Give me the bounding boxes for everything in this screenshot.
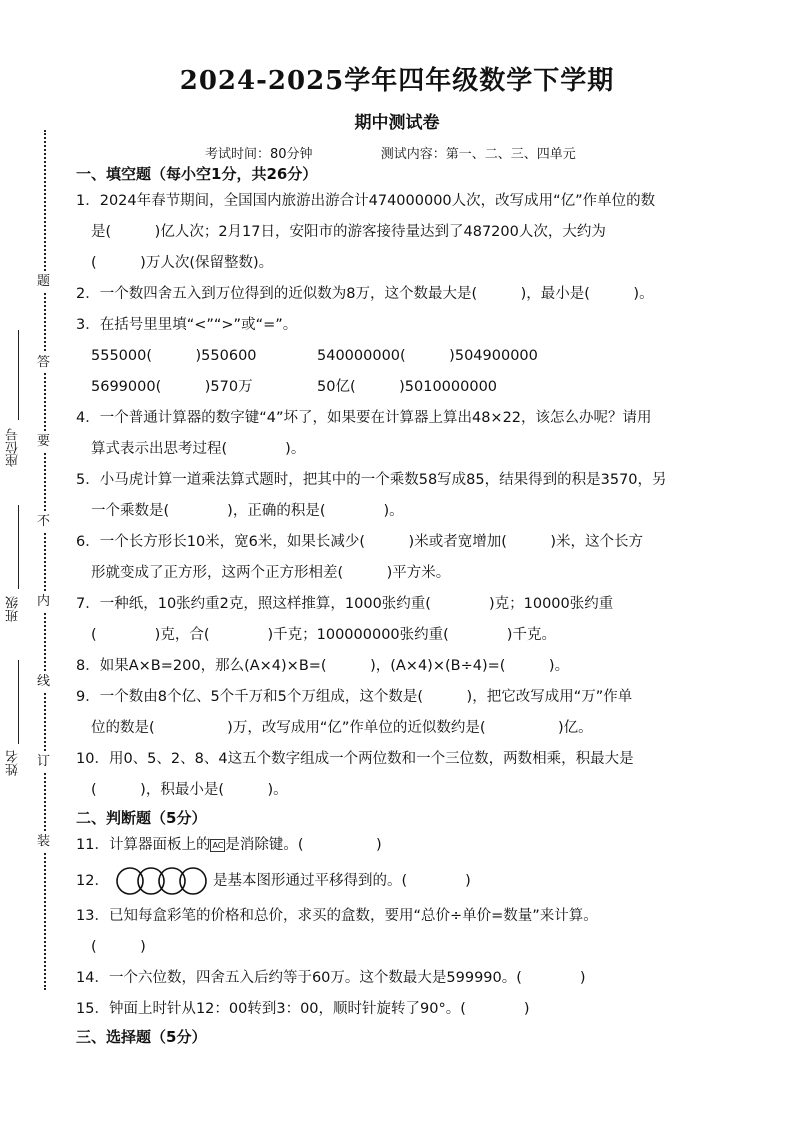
exam-info: [205, 143, 640, 162]
question-1-line-1: 1．2024年春节期间，全国国内旅游出游合计474000000人次，改写成用“亿”作单位的数: [76, 193, 656, 209]
seat-number-field[interactable]: 座位号: [6, 428, 21, 467]
margin-char: 装: [37, 832, 50, 852]
question-9-line-2: 位的数是( )万，改写成用“亿”作单位的近似数约是( )亿。: [91, 720, 593, 736]
section-choice: 三、选择题（5分）: [76, 1028, 207, 1046]
compare-item: 555000( )550600: [91, 348, 257, 364]
question-5-line-1: 5．小马虎计算一道乘法算式题时，把其中的一个乘数58写成85，结果得到的积是3570，另: [76, 472, 667, 488]
question-3: 3．在括号里里填“<”“>”或“=”。: [76, 317, 298, 333]
question-9-line-1: 9．一个数由8个亿、5个千万和5个万组成，这个数是( )，把它改写成用“万”作单: [76, 689, 633, 705]
question-6-line-2: 形就变成了正方形，这两个正方形相差( )平方米。: [91, 565, 451, 581]
question-7-line-1: 7．一种纸，10张约重2克，照这样推算，1000张约重( )克；10000张约重: [76, 596, 614, 612]
question-11: 11．计算器面板上的 AC 是消除键。( ): [76, 837, 382, 853]
question-2: 2．一个数四舍五入到万位得到的近似数为8万，这个数最大是( )，最小是( )。: [76, 286, 654, 302]
question-1-line-2: 是( )亿人次；2月17日，安阳市的游客接待量达到了487200人次，大约为: [91, 224, 606, 240]
question-14: 14．一个六位数，四舍五入后约等于60万。这个数最大是599990。( ): [76, 970, 586, 986]
exam-title: 2024-2025学年四年级数学下学期: [179, 66, 615, 96]
margin-char: 线: [37, 672, 50, 692]
question-13-line-2: ( ): [91, 939, 146, 955]
margin-char: 题: [37, 272, 50, 292]
question-10-line-2: ( )，积最小是( )。: [91, 782, 288, 798]
question-13-line-1: 13．已知每盒彩笔的价格和总价，求买的盒数，要用“总价÷单价=数量”来计算。: [76, 908, 598, 924]
question-15: 15．钟面上时针从12：00转到3：00，顺时针旋转了90°。( ): [76, 1001, 530, 1017]
four-rings-icon: [115, 866, 209, 896]
compare-item: 5699000( )570万: [91, 379, 253, 395]
class-field[interactable]: 班级: [6, 596, 21, 622]
exam-content: 测试内容：第一、二、三、四单元: [380, 147, 576, 162]
section-judge: 二、判断题（5分）: [76, 809, 207, 827]
question-7-line-2: ( )克，合( )千克；100000000张约重( )千克。: [91, 627, 556, 643]
question-1-line-3: ( )万人次(保留整数)。: [91, 255, 274, 271]
question-12: 12． 是基本图形通过平移得到的。( ): [76, 861, 726, 901]
question-6-line-1: 6．一个长方形长10米，宽6米，如果长减少( )米或者宽增加( )米，这个长方: [76, 534, 644, 550]
section-fill-in: 一、填空题（每小空1分，共26分）: [76, 165, 318, 183]
exam-body: [76, 162, 726, 1049]
exam-subtitle: 期中测试卷: [354, 113, 440, 133]
exam-time: 考试时间：80分钟: [205, 147, 313, 162]
question-4-line-1: 4．一个普通计算器的数字键“4”坏了，如果要在计算器上算出48×22，该怎么办呢？请用: [76, 410, 652, 426]
question-5-line-2: 一个乘数是( )，正确的积是( )。: [91, 503, 404, 519]
ac-key-icon: AC: [212, 840, 224, 850]
margin-char: 内: [37, 592, 50, 612]
question-3-row-2: [76, 372, 726, 403]
compare-item: 540000000( )504900000: [317, 348, 538, 364]
binding-dotted-line: [44, 130, 46, 990]
margin-char: 要: [37, 432, 50, 452]
question-3-row-1: [76, 341, 726, 372]
margin-char: 订: [37, 752, 50, 772]
name-field[interactable]: 姓名: [6, 750, 21, 776]
question-10-line-1: 10．用0、5、2、8、4这五个数字组成一个两位数和一个三位数，两数相乘，积最大是: [76, 751, 634, 767]
margin-char: 不: [37, 512, 50, 532]
margin-char: 答: [37, 353, 50, 373]
compare-item: 50亿( )5010000000: [317, 379, 498, 395]
question-4-line-2: 算式表示出思考过程( )。: [91, 441, 306, 457]
question-8: 8．如果A×B=200，那么(A×4)×B=( )，(A×4)×(B÷4)=( )。: [76, 658, 570, 674]
